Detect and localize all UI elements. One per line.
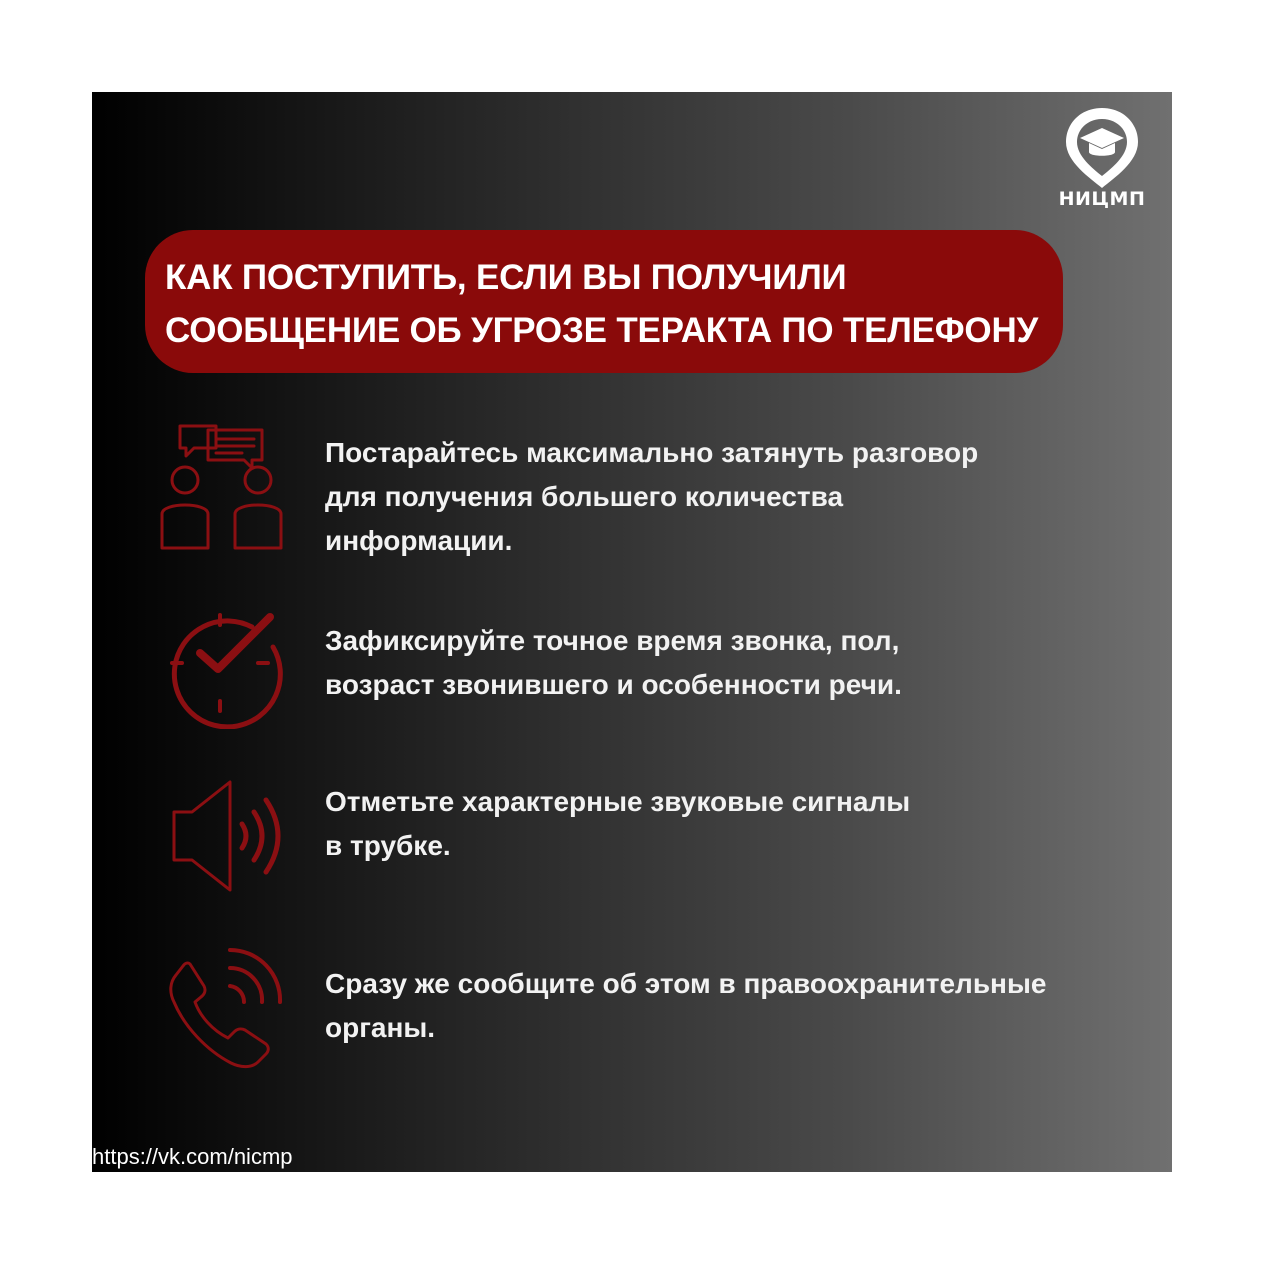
item-4-line-1: Сразу же сообщите об этом в правоохранительные [325, 968, 1047, 999]
item-4-icon-wrap [156, 944, 288, 1076]
item-2-icon-wrap [156, 597, 288, 729]
speaker-sound-icon [156, 774, 288, 906]
item-4-line-2: органы. [325, 1012, 436, 1043]
footer-url-link[interactable]: https://vk.com/nicmp [92, 1144, 293, 1169]
poster [92, 92, 1172, 1172]
item-4-text [325, 962, 1145, 1050]
item-1-line-3: информации. [325, 525, 513, 556]
item-1-line-1: Постарайтесь максимально затянуть разговор [325, 437, 979, 468]
item-3-icon-wrap [156, 774, 288, 906]
item-3-line-2: в трубке. [325, 830, 451, 861]
item-2-line-2: возраст звонившего и особенности речи. [325, 669, 902, 700]
conversation-icon [156, 422, 288, 554]
item-3-line-1: Отметьте характерные звуковые сигналы [325, 786, 911, 817]
item-2-line-1: Зафиксируйте точное время звонка, пол, [325, 625, 900, 656]
item-1-line-2: для получения большего количества [325, 481, 844, 512]
item-3-text [325, 780, 1145, 868]
phone-call-icon [156, 944, 288, 1076]
clock-check-icon [156, 597, 288, 729]
logo-text: НИЦМП [1058, 188, 1146, 210]
title-line-1: КАК ПОСТУПИТЬ, ЕСЛИ ВЫ ПОЛУЧИЛИ [165, 258, 847, 297]
item-1-text [325, 431, 1145, 563]
item-1-icon-wrap [156, 422, 288, 554]
title-banner [145, 230, 1063, 373]
title-line-2: СООБЩЕНИЕ ОБ УГРОЗЕ ТЕРАКТА ПО ТЕЛЕФОНУ [165, 311, 1039, 350]
graduation-cap-pin-icon [1052, 104, 1152, 190]
item-2-text [325, 619, 1145, 707]
logo [1052, 104, 1152, 214]
